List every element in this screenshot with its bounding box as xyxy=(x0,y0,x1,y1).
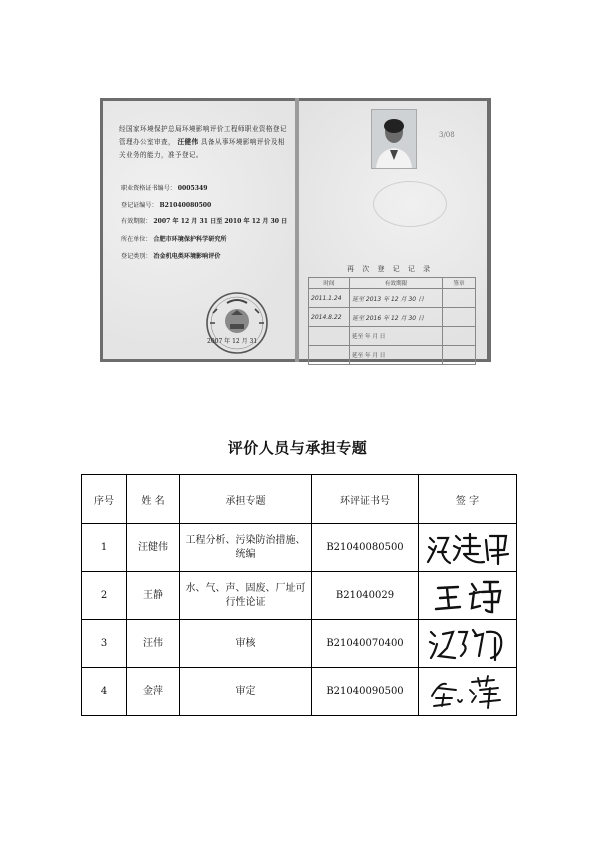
cell-topic: 工程分析、污染防治措施、统编 xyxy=(180,524,312,572)
cell-cert: B21040080500 xyxy=(312,524,419,572)
certificate-left-page xyxy=(103,101,295,359)
qualification-number-label: 职业资格证书编号： xyxy=(121,185,176,192)
re-registration-row xyxy=(309,308,476,327)
faint-stamp xyxy=(373,181,447,227)
cell-no: 1 xyxy=(82,524,127,572)
table-header-row xyxy=(82,475,517,524)
re-registration-seal xyxy=(443,289,476,308)
cell-no: 4 xyxy=(82,668,127,716)
re-registration-header-row xyxy=(309,278,476,289)
table-row xyxy=(82,668,517,716)
certificate-scan xyxy=(100,98,491,362)
handwritten-signature xyxy=(428,674,508,710)
re-registration-title: 再 次 登 记 记 录 xyxy=(347,265,434,273)
category-row xyxy=(121,251,220,260)
portrait-icon xyxy=(372,110,416,168)
re-registration-time xyxy=(309,327,350,346)
cell-cert: B21040070400 xyxy=(312,620,419,668)
re-registration-period: 延至 年 月 日 xyxy=(350,346,443,365)
re-registration-row xyxy=(309,289,476,308)
cell-name: 汪健伟 xyxy=(127,524,180,572)
cell-topic: 审定 xyxy=(180,668,312,716)
cell-cert: B21040090500 xyxy=(312,668,419,716)
cell-name: 金萍 xyxy=(127,668,180,716)
re-registration-time: 2014.8.22 xyxy=(309,308,350,327)
holder-photo xyxy=(371,109,417,169)
certificate-intro-text: 经国家环境保护总局环境影响评价工程师职业资格登记管理办公室审查， xyxy=(119,125,287,146)
page-title: 评价人员与承担专题 xyxy=(227,439,368,457)
category-label: 登记类别： xyxy=(121,253,152,260)
handwritten-signature xyxy=(428,578,508,614)
personnel-table xyxy=(81,474,517,716)
cell-signature xyxy=(419,620,517,668)
certificate-intro-text-2: 具备从事环境影响评价及相关业务的能力，准予登记。 xyxy=(119,138,285,159)
registration-number: B21040080500 xyxy=(159,202,212,209)
header-topic: 承担专题 xyxy=(180,475,312,524)
re-registration-period: 延至 2013 年 12 月 30 日 xyxy=(350,289,443,308)
unit-row xyxy=(121,234,227,243)
header-name: 姓 名 xyxy=(127,475,180,524)
handwritten-signature xyxy=(424,530,512,566)
seal-date: 2007 年 12 月 31 xyxy=(207,338,258,345)
unit-value: 合肥市环境保护科学研究所 xyxy=(153,236,227,243)
re-registration-table xyxy=(308,277,476,365)
cell-signature xyxy=(419,524,517,572)
table-row xyxy=(82,524,517,572)
header-signature: 签 字 xyxy=(419,475,517,524)
registration-number-label: 登记证编号： xyxy=(121,202,158,209)
re-registration-header: 有效期限 xyxy=(350,278,443,289)
qualification-number-row xyxy=(121,183,207,192)
certificate-intro xyxy=(119,123,289,162)
re-registration-time xyxy=(309,346,350,365)
validity-row xyxy=(121,216,287,225)
qualification-number: 0005349 xyxy=(177,185,208,192)
table-row xyxy=(82,572,517,620)
re-registration-seal xyxy=(443,308,476,327)
cell-topic: 水、气、声、固废、厂址可行性论证 xyxy=(180,572,312,620)
unit-label: 所在单位： xyxy=(121,236,152,243)
re-registration-row xyxy=(309,346,476,365)
cell-signature xyxy=(419,572,517,620)
re-registration-header: 签章 xyxy=(443,278,476,289)
re-registration-period: 延至 年 月 日 xyxy=(350,327,443,346)
re-registration-time: 2011.1.24 xyxy=(309,289,350,308)
handwritten-signature xyxy=(425,626,511,662)
certificate-holder-name: 汪健伟 xyxy=(177,138,199,146)
certificate-right-page xyxy=(299,101,487,359)
re-registration-header: 时间 xyxy=(309,278,350,289)
re-registration-seal xyxy=(443,327,476,346)
cell-name: 汪伟 xyxy=(127,620,180,668)
category-value: 冶金机电类环境影响评价 xyxy=(153,253,221,260)
validity-value: 2007 年 12 月 31 日至 2010 年 12 月 30 日 xyxy=(153,218,288,225)
registration-number-row xyxy=(121,200,211,209)
validity-label: 有效期限： xyxy=(121,218,152,225)
re-registration-row xyxy=(309,327,476,346)
cell-name: 王静 xyxy=(127,572,180,620)
cell-no: 2 xyxy=(82,572,127,620)
re-registration-seal xyxy=(443,346,476,365)
header-cert: 环评证书号 xyxy=(312,475,419,524)
re-registration-period: 延至 2016 年 12 月 30 日 xyxy=(350,308,443,327)
header-no: 序号 xyxy=(82,475,127,524)
cell-topic: 审核 xyxy=(180,620,312,668)
page-marker: 3/08 xyxy=(439,131,455,139)
cell-no: 3 xyxy=(82,620,127,668)
cell-cert: B21040029 xyxy=(312,572,419,620)
table-row xyxy=(82,620,517,668)
cell-signature xyxy=(419,668,517,716)
official-seal xyxy=(197,291,285,355)
